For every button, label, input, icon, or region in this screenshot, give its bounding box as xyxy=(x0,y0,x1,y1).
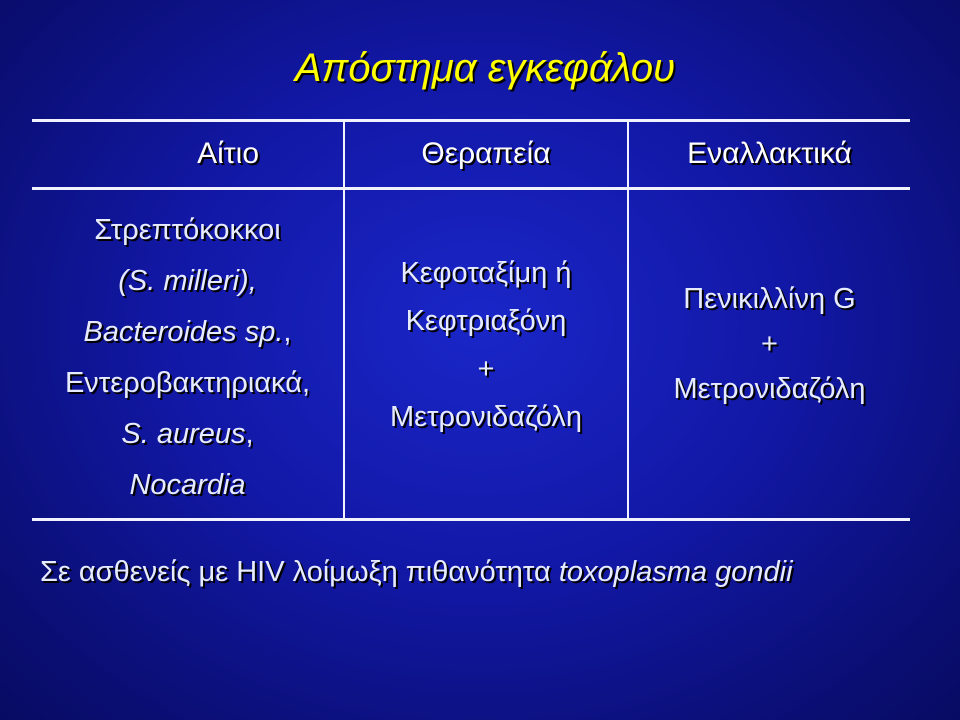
cause-bacteroides-comma: , xyxy=(283,316,292,348)
cause-line-streptococci: Στρεπτόκοκκοι xyxy=(94,214,281,246)
cause-line-nocardia: Nocardia xyxy=(129,469,246,501)
therapy-line-metronidazole: Μετρονιδαζόλη xyxy=(389,401,583,433)
footnote-organism: toxoplasma gondii xyxy=(558,556,793,588)
cause-line-s-aureus xyxy=(121,409,253,460)
cause-line-s-milleri: (S. milleri), xyxy=(118,265,257,297)
cause-line-bacteroides xyxy=(84,307,292,358)
slide-title: Απόστημα εγκεφάλου xyxy=(294,46,676,90)
therapy-line-cefotaxime: Κεφοταξίμη ή xyxy=(400,257,572,289)
therapy-line-ceftriaxone: Κεφτριαξόνη xyxy=(405,305,567,337)
header-therapy: Θεραπεία xyxy=(421,137,551,170)
footnote-text: Σε ασθενείς με HIV λοίμωξη πιθανότητα xyxy=(40,556,559,588)
therapy-line-plus: + xyxy=(477,353,495,385)
cause-line-enterobacteria: Εντεροβακτηριακά, xyxy=(64,367,311,399)
header-cause: Αίτιο xyxy=(197,137,259,170)
header-alternative: Εναλλακτικά xyxy=(687,137,852,170)
alternative-line-plus: + xyxy=(761,327,778,360)
alternative-line-metronidazole: Μετρονιδαζόλη xyxy=(673,372,866,405)
treatment-table xyxy=(32,119,910,521)
cell-alternative xyxy=(629,191,910,519)
cell-therapy xyxy=(345,191,627,519)
cause-s-aureus-comma: , xyxy=(245,418,254,450)
cause-bacteroides-name: Bacteroides sp. xyxy=(83,316,284,348)
alternative-line-penicillin: Πενικιλλίνη G xyxy=(683,282,856,315)
cell-cause xyxy=(32,191,343,519)
footnote-hiv xyxy=(40,556,793,589)
cause-s-aureus-name: S. aureus xyxy=(121,418,246,450)
